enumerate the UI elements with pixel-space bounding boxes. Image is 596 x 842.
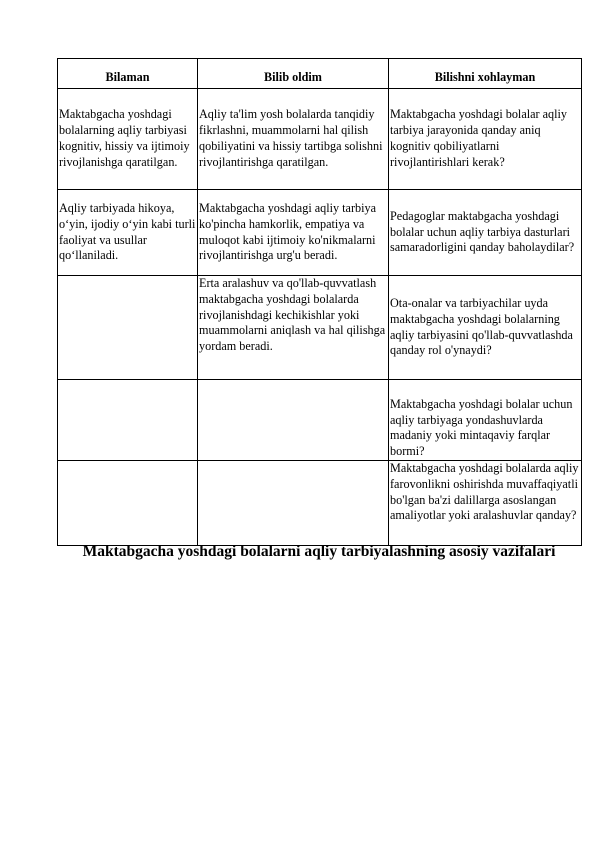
table-cell: Aqliy ta'lim yosh bolalarda tanqidiy fikrlashni, muammolarni hal qilish qobiliyatini va hissiy tartibga solishni rivojlantirishga qaratilgan. [198, 89, 389, 190]
table-cell [198, 380, 389, 461]
table-cell: Maktabgacha yoshdagi bolalarda aqliy farovonlikni oshirishda muvaffaqiyatli bo'lgan ba'zi dalillarga asoslangan amaliyotlar yoki aralashuvlar qanday? [389, 461, 582, 546]
table-cell: Maktabgacha yoshdagi bolalar aqliy tarbiya jarayonida qanday aniq kognitiv qobiliyatlarni rivojlantirishlari kerak? [389, 89, 582, 190]
header-bilib-oldim: Bilib oldim [198, 59, 389, 89]
table-cell: Ota-onalar va tarbiyachilar uyda maktabgacha yoshdagi bolalarning aqliy tarbiyasini qo'llab-quvvatlashda qanday rol o'ynaydi? [389, 276, 582, 380]
table-row [58, 380, 582, 461]
table-cell: Erta aralashuv va qo'llab-quvvatlash maktabgacha yoshdagi bolalarda rivojlanishdagi kechikishlar yoki muammolarni aniqlash va hal qilishga yordam beradi. [198, 276, 389, 380]
table-row [58, 461, 582, 546]
table-cell [58, 276, 198, 380]
table-header-row [58, 59, 582, 89]
table-cell [58, 380, 198, 461]
table-cell [58, 461, 198, 546]
header-bilaman: Bilaman [58, 59, 198, 89]
table-cell: Pedagoglar maktabgacha yoshdagi bolalar uchun aqliy tarbiya dasturlari samaradorligini qanday baholaydilar? [389, 190, 582, 276]
table-row [58, 276, 582, 380]
table-cell [198, 461, 389, 546]
table-row [58, 190, 582, 276]
table-row [58, 89, 582, 190]
table-cell: Maktabgacha yoshdagi bolalar uchun aqliy tarbiyaga yondashuvlarda madaniy yoki mintaqaviy farqlar bormi? [389, 380, 582, 461]
header-bilishni-xohlayman: Bilishni xohlayman [389, 59, 582, 89]
table-cell: Maktabgacha yoshdagi aqliy tarbiya ko'pincha hamkorlik, empatiya va muloqot kabi ijtimoiy ko'nikmalarni rivojlantirishga urg'u beradi. [198, 190, 389, 276]
kwl-table [57, 58, 582, 546]
table-cell: Maktabgacha yoshdagi bolalarning aqliy tarbiyasi kognitiv, hissiy va ijtimoiy rivojlanishga qaratilgan. [58, 89, 198, 190]
table-cell: Aqliy tarbiyada hikoya, o‘yin, ijodiy o‘yin kabi turli faoliyat va usullar qo‘llaniladi. [58, 190, 198, 276]
table-caption: Maktabgacha yoshdagi bolalarni aqliy tarbiyalashning asosiy vazifalari [82, 543, 556, 560]
